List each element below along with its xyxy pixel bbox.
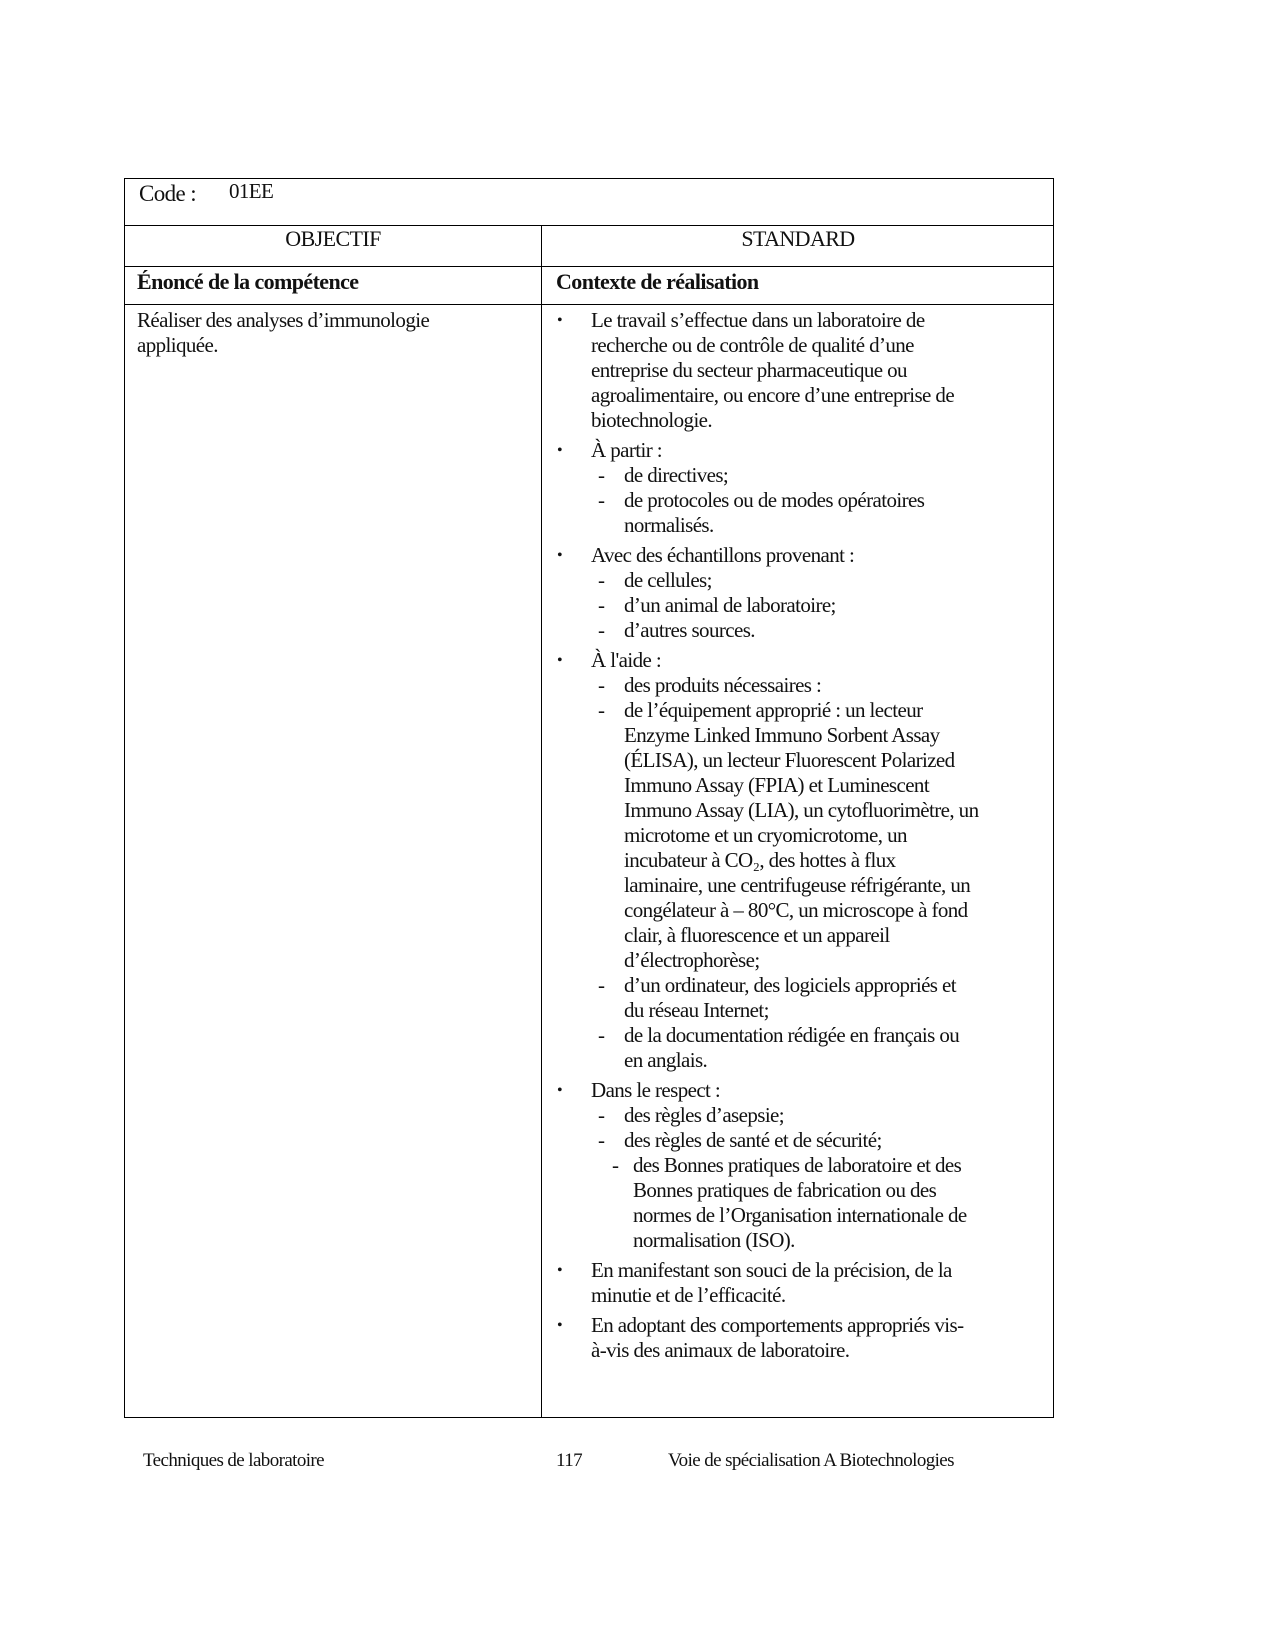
item-line: À l'aide :	[591, 648, 662, 672]
contexte-list	[555, 308, 1045, 1368]
dash-icon: -	[598, 618, 605, 642]
item-line: à-vis des animaux de laboratoire.	[591, 1338, 850, 1362]
contexte-item	[555, 648, 1045, 1073]
sub-item-line: de directives;	[624, 463, 729, 487]
item-line: entreprise du secteur pharmaceutique ou	[591, 358, 907, 382]
sub-item-line: normalisation (ISO).	[633, 1228, 795, 1252]
sub-item-line: Bonnes pratiques de fabrication ou des	[633, 1178, 937, 1202]
sub-item	[555, 973, 1045, 1023]
bullet-icon: •	[557, 1262, 563, 1279]
bullet-icon: •	[557, 442, 563, 459]
item-line: agroalimentaire, ou encore d’une entreprise de	[591, 383, 955, 407]
dash-icon: -	[598, 568, 605, 592]
sub-item-line: d’électrophorèse;	[624, 948, 760, 972]
bullet-icon: •	[557, 547, 563, 564]
header-standard: STANDARD	[741, 226, 855, 251]
item-line: Dans le respect :	[591, 1078, 721, 1102]
dash-icon: -	[598, 463, 605, 487]
sub-item	[555, 1128, 1045, 1153]
item-line: À partir :	[591, 438, 662, 462]
section-contexte: Contexte de réalisation	[556, 269, 759, 294]
section-enonce: Énoncé de la compétence	[137, 269, 359, 294]
competence-line: appliquée.	[137, 333, 218, 357]
sub-item-line: normes de l’Organisation internationale de	[633, 1203, 967, 1227]
sub-item-line: des produits nécessaires :	[624, 673, 822, 697]
dash-icon: -	[598, 593, 605, 617]
contexte-item	[555, 543, 1045, 643]
dash-icon: -	[598, 488, 605, 512]
sub-item	[555, 1023, 1045, 1073]
item-line: Le travail s’effectue dans un laboratoire de	[591, 308, 925, 332]
sub-item-line: incubateur à CO₂, des hottes à flux	[624, 848, 896, 872]
dash-icon: -	[598, 673, 605, 697]
bullet-icon: •	[557, 1082, 563, 1099]
item-line: Avec des échantillons provenant :	[591, 543, 855, 567]
sub-item-line: Immuno Assay (FPIA) et Luminescent	[624, 773, 930, 797]
code-label: Code :	[139, 181, 197, 206]
sub-item-line: laminaire, une centrifugeuse réfrigérante, un	[624, 873, 971, 897]
dash-icon: -	[598, 973, 605, 997]
sub-item	[555, 488, 1045, 538]
sub-item-line: d’un ordinateur, des logiciels appropriés et	[624, 973, 956, 997]
contexte-item	[555, 1258, 1045, 1308]
sub-item-line: Enzyme Linked Immuno Sorbent Assay	[624, 723, 940, 747]
item-line: recherche ou de contrôle de qualité d’une	[591, 333, 914, 357]
item-line: En manifestant son souci de la précision, de la	[591, 1258, 952, 1282]
sub-item-line: Immuno Assay (LIA), un cytofluorimètre, un	[624, 798, 979, 822]
sub-item-line: (ÉLISA), un lecteur Fluorescent Polarized	[624, 748, 955, 772]
sub-item-line: de la documentation rédigée en français ou	[624, 1023, 960, 1047]
sub-item-line: microtome et un cryomicrotome, un	[624, 823, 907, 847]
header-objectif: OBJECTIF	[285, 226, 381, 251]
sub-item-line: de cellules;	[624, 568, 712, 592]
sub-item	[555, 698, 1045, 973]
dash-icon: -	[598, 698, 605, 722]
sub-item-line: de protocoles ou de modes opératoires	[624, 488, 925, 512]
sub-item-line: du réseau Internet;	[624, 998, 769, 1022]
sub-item-line: congélateur à – 80°C, un microscope à fond	[624, 898, 968, 922]
footer-program: Techniques de laboratoire	[143, 1450, 324, 1471]
footer-specialisation: Voie de spécialisation A Biotechnologies	[668, 1450, 954, 1471]
divider	[125, 266, 1053, 267]
sub-item-line: clair, à fluorescence et un appareil	[624, 923, 890, 947]
bullet-icon: •	[557, 1317, 563, 1334]
contexte-item	[555, 1313, 1045, 1363]
sub-item-line: normalisés.	[624, 513, 714, 537]
item-line: minutie et de l’efficacité.	[591, 1283, 786, 1307]
sub-item	[555, 618, 1045, 643]
column-divider	[541, 226, 542, 1417]
sub-item-line: des règles d’asepsie;	[624, 1103, 785, 1127]
dash-icon: -	[612, 1153, 619, 1177]
code-value: 01EE	[229, 179, 274, 203]
competency-table	[124, 178, 1054, 1418]
contexte-item	[555, 438, 1045, 538]
sub-item-line: d’autres sources.	[624, 618, 755, 642]
divider	[125, 304, 1053, 305]
sub-item	[555, 463, 1045, 488]
dash-icon: -	[598, 1128, 605, 1152]
item-line: biotechnologie.	[591, 408, 713, 432]
bullet-icon: •	[557, 652, 563, 669]
sub-item	[555, 1153, 1045, 1253]
dash-icon: -	[598, 1023, 605, 1047]
sub-item-line: des règles de santé et de sécurité;	[624, 1128, 882, 1152]
sub-item	[555, 568, 1045, 593]
sub-item	[555, 593, 1045, 618]
sub-item-line: d’un animal de laboratoire;	[624, 593, 836, 617]
competence-line: Réaliser des analyses d’immunologie	[137, 308, 430, 332]
dash-icon: -	[598, 1103, 605, 1127]
sub-item	[555, 673, 1045, 698]
contexte-item	[555, 308, 1045, 433]
sub-item-line: en anglais.	[624, 1048, 708, 1072]
bullet-icon: •	[557, 312, 563, 329]
sub-item-line: de l’équipement approprié : un lecteur	[624, 698, 923, 722]
item-line: En adoptant des comportements appropriés vis-	[591, 1313, 964, 1337]
contexte-item	[555, 1078, 1045, 1253]
competence-statement	[137, 308, 429, 358]
footer-page-number: 117	[556, 1450, 582, 1471]
sub-item-line: des Bonnes pratiques de laboratoire et des	[633, 1153, 962, 1177]
sub-item	[555, 1103, 1045, 1128]
